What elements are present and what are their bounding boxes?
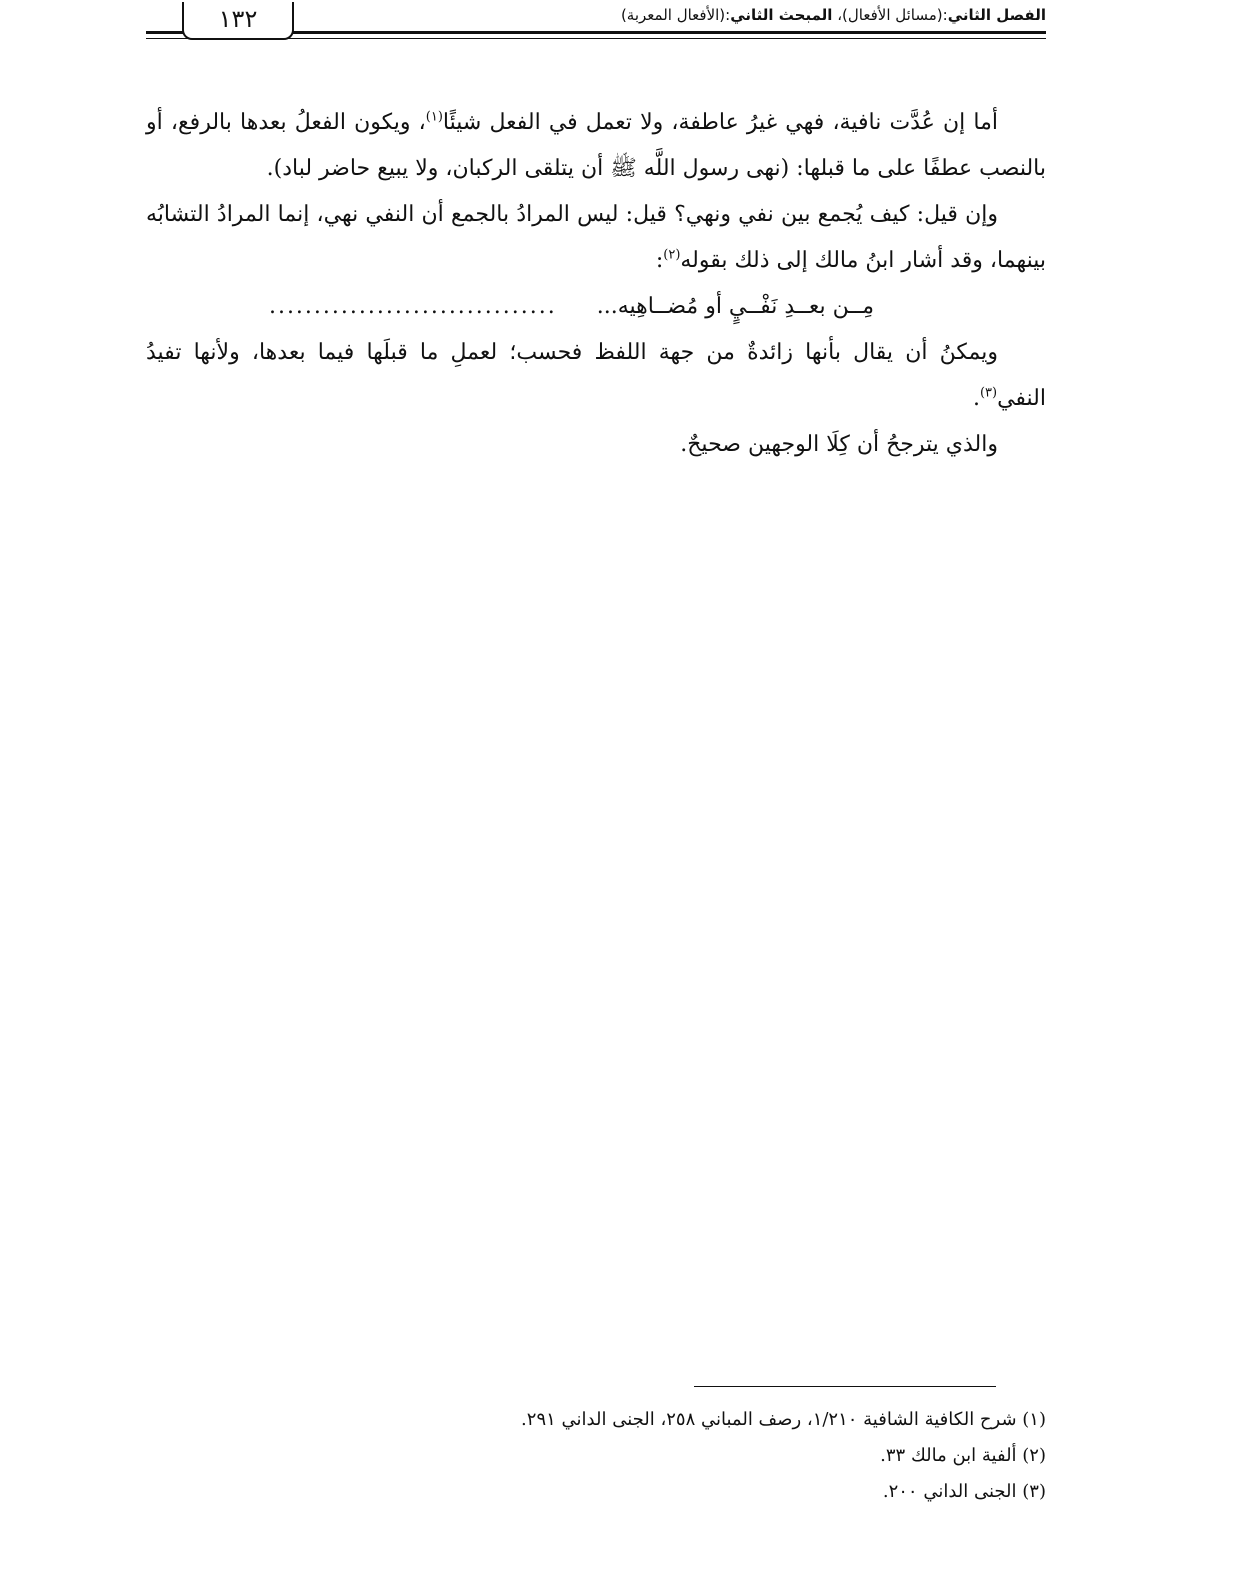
verse-first-hemistich: مِــن بعــدِ نَفْــيٍ أو مُضــاهِيه... (596, 294, 874, 319)
footnote-separator (694, 1386, 996, 1387)
verse-second-hemistich: ................................ (268, 294, 557, 319)
paragraph-2-text: وإن قيل: كيف يُجمع بين نفي ونهي؟ قيل: ليس المرادُ بالجمع أن النفي نهي، إنما المرادُ التشابُه بينهما، وقد أشار ابنُ مالك إلى ذلك بقوله (146, 202, 1046, 273)
paragraph-3-text: ويمكنُ أن يقال بأنها زائدةٌ من جهة اللفظ فحسب؛ لعملِ ما قبلَها فيما بعدها، ولأنها تفيدُ النفي (146, 340, 1046, 411)
footnote-ref-2: (٢) (663, 247, 681, 263)
running-header (621, 4, 1046, 26)
footnote-1: (١) شرح الكافية الشافية ١/٢١٠، رصف المباني ٢٥٨، الجنى الداني ٢٩١. (521, 1409, 1046, 1430)
paragraph-4: والذي يترجحُ أن كِلَا الوجهين صحيحٌ. (680, 432, 998, 457)
chapter-title: :(مسائل الأفعال)، (832, 6, 948, 24)
section-label: المبحث الثاني (730, 6, 833, 24)
section-title: :(الأفعال المعربة) (620, 6, 731, 24)
paragraph-1 (146, 100, 1046, 192)
footnote-3: (٣) الجنى الداني ٢٠٠. (882, 1481, 1046, 1502)
paragraph-3 (146, 330, 1046, 422)
footnote-ref-3: (٣) (979, 385, 998, 401)
paragraph-2 (146, 192, 1046, 284)
main-text (146, 100, 1046, 468)
paragraph-1-text: أما إن عُدَّت نافية، فهي غيرُ عاطفة، ولا تعمل في الفعل شيئًا (442, 110, 998, 135)
paragraph-3-text-cont: . (972, 386, 980, 411)
paragraph-1-text-cont: ، ويكون الفعلُ بعدها بالرفع، أو بالنصب عطفًا على ما قبلها: (نهى رسول اللَّه ﷺ أن يتلقى الركبان، ولا يبيع حاضر لباد). (146, 110, 1046, 181)
footnote-ref-1: (١) (425, 109, 443, 125)
footnotes (146, 1402, 1046, 1510)
chapter-label: الفصل الثاني (947, 6, 1046, 24)
page-number: ١٣٢ (182, 2, 294, 40)
paragraph-2-text-cont: : (655, 248, 664, 273)
footnote-2: (٢) ألفية ابن مالك ٣٣. (880, 1445, 1046, 1466)
poetry-verse (146, 284, 1046, 330)
